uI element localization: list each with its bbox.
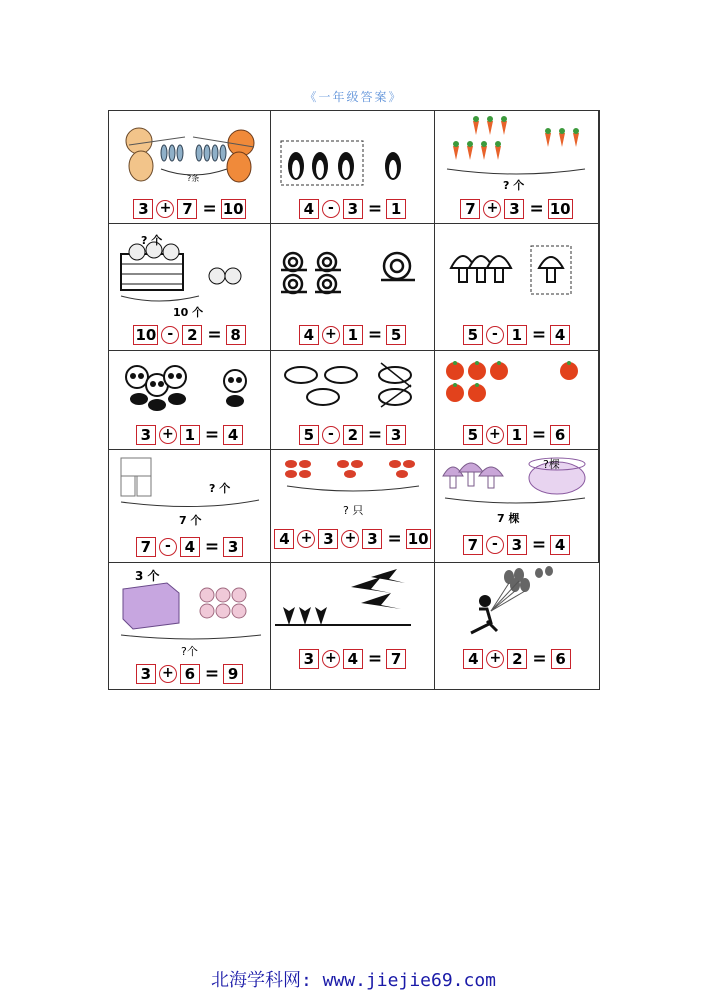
tomatoes-picture bbox=[435, 351, 598, 421]
operator: + bbox=[483, 200, 501, 218]
operator: + bbox=[341, 530, 359, 548]
number-box: 10 bbox=[135, 326, 157, 344]
equals-sign: = bbox=[367, 649, 382, 669]
number-box: 1 bbox=[507, 325, 527, 345]
cell-4 bbox=[109, 224, 271, 351]
number-box: 7 bbox=[136, 537, 156, 557]
operator: - bbox=[486, 536, 504, 554]
equals-sign: = bbox=[529, 199, 543, 219]
number-box: 4 bbox=[343, 649, 363, 669]
equals-sign: = bbox=[531, 325, 546, 345]
number-box: 4 bbox=[180, 537, 200, 557]
equation bbox=[109, 425, 270, 445]
cell-3-label: ? 个 bbox=[503, 179, 525, 192]
operator: - bbox=[161, 326, 179, 344]
operator: + bbox=[322, 650, 340, 668]
balloons-boy-picture bbox=[435, 563, 599, 643]
equals-sign: = bbox=[387, 529, 401, 549]
operator: + bbox=[486, 426, 504, 444]
operator: + bbox=[159, 426, 177, 444]
equation bbox=[435, 199, 598, 219]
number-box: 3 bbox=[318, 529, 338, 549]
equals-sign: = bbox=[531, 535, 546, 555]
number-box: 4 bbox=[299, 199, 319, 219]
cell-2 bbox=[271, 111, 435, 224]
cell-13-label-bottom: ?个 bbox=[181, 645, 198, 658]
cell-13 bbox=[109, 563, 271, 689]
cell-15 bbox=[435, 563, 599, 689]
number-box: 3 bbox=[136, 425, 156, 445]
result-box: 4 bbox=[550, 325, 570, 345]
cell-4-label-top: ? 个 bbox=[141, 234, 163, 247]
result-box: 10 bbox=[222, 200, 244, 218]
equation bbox=[271, 199, 434, 219]
number-box: 4 bbox=[274, 529, 294, 549]
result-box: 9 bbox=[223, 664, 243, 684]
swallows-picture bbox=[271, 563, 434, 643]
number-box: 2 bbox=[343, 425, 363, 445]
cell-12-label-top: ?棵 bbox=[543, 458, 560, 471]
equation bbox=[271, 649, 434, 669]
equation bbox=[271, 529, 434, 549]
equals-sign: = bbox=[531, 425, 546, 445]
snails-picture bbox=[271, 224, 434, 314]
equation bbox=[435, 535, 598, 555]
result-box: 4 bbox=[223, 425, 243, 445]
operator: + bbox=[297, 530, 315, 548]
cell-11-label: ? 只 bbox=[343, 504, 364, 517]
result-box: 1 bbox=[386, 199, 406, 219]
number-box: 1 bbox=[507, 425, 527, 445]
number-box: 7 bbox=[177, 199, 197, 219]
result-box: 7 bbox=[386, 649, 406, 669]
equation bbox=[435, 649, 599, 669]
result-box: 4 bbox=[550, 535, 570, 555]
number-box: 4 bbox=[299, 325, 319, 345]
equals-sign: = bbox=[204, 664, 219, 684]
cell-5 bbox=[271, 224, 435, 351]
number-box: 3 bbox=[507, 535, 527, 555]
cell-4-label-bottom: 10 个 bbox=[173, 306, 204, 319]
number-box: 3 bbox=[299, 649, 319, 669]
operator: - bbox=[159, 538, 177, 556]
operator: - bbox=[486, 326, 504, 344]
result-box: 6 bbox=[550, 425, 570, 445]
result-box: 8 bbox=[226, 325, 246, 345]
number-box: 7 bbox=[460, 199, 480, 219]
equals-sign: = bbox=[204, 537, 219, 557]
equals-sign: = bbox=[367, 425, 382, 445]
equals-sign: = bbox=[207, 325, 221, 345]
number-box: 3 bbox=[343, 199, 363, 219]
page-title: 《一年级答案》 bbox=[304, 90, 403, 104]
equation bbox=[109, 537, 270, 557]
result-box: 3 bbox=[223, 537, 243, 557]
operator: + bbox=[486, 650, 504, 668]
result-box: 10 bbox=[407, 530, 429, 548]
cell-3 bbox=[435, 111, 599, 224]
cell-12-label-bottom: 7 棵 bbox=[497, 512, 520, 525]
number-box: 5 bbox=[463, 325, 483, 345]
operator: + bbox=[159, 665, 177, 683]
cell-7 bbox=[109, 351, 271, 450]
cell-10 bbox=[109, 450, 271, 563]
result-box: 10 bbox=[549, 200, 571, 218]
cell-10-label-bottom: 7 个 bbox=[179, 514, 202, 527]
cell-10-label-top: ? 个 bbox=[209, 482, 231, 495]
pandas-picture bbox=[109, 351, 270, 421]
equation bbox=[435, 425, 598, 445]
number-box: 3 bbox=[362, 529, 382, 549]
equals-sign: = bbox=[202, 199, 216, 219]
equation bbox=[435, 325, 598, 345]
equation bbox=[109, 199, 270, 219]
cell-8 bbox=[271, 351, 435, 450]
number-box: 6 bbox=[180, 664, 200, 684]
cell-9 bbox=[435, 351, 599, 450]
number-box: 3 bbox=[504, 199, 524, 219]
number-box: 2 bbox=[182, 325, 202, 345]
result-box: 5 bbox=[386, 325, 406, 345]
equation bbox=[109, 664, 270, 684]
cell-14 bbox=[271, 563, 435, 689]
equals-sign: = bbox=[204, 425, 219, 445]
mushrooms-picture bbox=[435, 224, 598, 314]
equation bbox=[271, 425, 434, 445]
operator: + bbox=[156, 200, 174, 218]
equals-sign: = bbox=[367, 199, 382, 219]
result-box: 3 bbox=[386, 425, 406, 445]
number-box: 5 bbox=[299, 425, 319, 445]
number-box: 5 bbox=[463, 425, 483, 445]
number-box: 1 bbox=[180, 425, 200, 445]
cell-6 bbox=[435, 224, 599, 351]
operator: - bbox=[322, 426, 340, 444]
equals-sign: = bbox=[367, 325, 382, 345]
cell-1-label: ?条 bbox=[187, 174, 200, 183]
cell-11 bbox=[271, 450, 435, 563]
leaves-picture bbox=[271, 351, 434, 421]
equals-sign: = bbox=[532, 649, 546, 669]
result-box: 6 bbox=[551, 649, 571, 669]
number-box: 2 bbox=[507, 649, 527, 669]
operator: + bbox=[322, 326, 340, 344]
cell-1 bbox=[109, 111, 271, 224]
crabs-picture bbox=[271, 450, 434, 535]
number-box: 7 bbox=[463, 535, 483, 555]
number-box: 1 bbox=[343, 325, 363, 345]
equation bbox=[271, 325, 434, 345]
number-box: 3 bbox=[133, 199, 153, 219]
penguins-picture bbox=[271, 111, 434, 191]
operator: - bbox=[322, 200, 340, 218]
number-box: 3 bbox=[136, 664, 156, 684]
cell-13-label-top: 3 个 bbox=[135, 569, 160, 583]
number-box: 4 bbox=[463, 649, 483, 669]
equation bbox=[109, 325, 270, 345]
cell-12 bbox=[435, 450, 599, 563]
footer-site-link[interactable]: 北海学科网: www.jiejie69.com bbox=[210, 970, 497, 991]
answer-grid bbox=[108, 110, 600, 690]
